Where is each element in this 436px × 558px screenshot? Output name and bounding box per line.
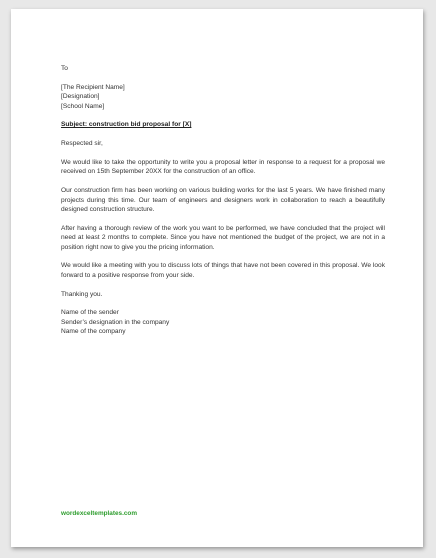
paragraph-3 bbox=[61, 224, 385, 252]
subject-block bbox=[61, 120, 385, 129]
greeting: Respected sir, bbox=[61, 140, 103, 148]
paragraph-text: We would like to take the opportunity to write you a proposal letter in response to a request for a proposal we received on 15th September 20XX for the construction of an office. bbox=[61, 159, 385, 176]
paragraph-text: Our construction firm has been working on various building works for the last 5 years. We have finished many projects during this time. Our team of engineers and designers work in collaboration to reach a beautifully designed construction structure. bbox=[61, 187, 385, 214]
letter-page bbox=[11, 9, 423, 547]
sender-designation: Sender’s designation in the company bbox=[61, 318, 170, 326]
closing: Thanking you. bbox=[61, 290, 103, 298]
paragraph-1 bbox=[61, 158, 385, 177]
watermark-text: wordexceltemplates.com bbox=[61, 510, 138, 517]
recipient-school: [School Name] bbox=[61, 102, 105, 110]
paragraph-text: After having a thorough review of the work you want to be performed, we have concluded that the project will need at least 2 months to complete. Since you have not mentioned the budget of the project, we are not in a position right now to give you the pricing information. bbox=[61, 224, 385, 251]
recipient-address bbox=[61, 83, 385, 111]
paragraph-2 bbox=[61, 186, 385, 214]
sender-company: Name of the company bbox=[61, 328, 126, 336]
paragraph-4 bbox=[61, 261, 385, 280]
letter-body bbox=[61, 64, 385, 337]
greeting-block bbox=[61, 139, 385, 148]
recipient-designation: [Designation] bbox=[61, 93, 100, 101]
paragraph-text: We would like a meeting with you to discuss lots of things that have not been covered in this proposal. We look forward to a positive response from your side. bbox=[61, 262, 385, 279]
sender-signature-block bbox=[61, 308, 385, 336]
subject-line: Subject: construction bid proposal for [X] bbox=[61, 121, 192, 129]
to-label: To bbox=[61, 65, 68, 72]
recipient-name: [The Recipient Name] bbox=[61, 83, 125, 91]
to-line-block bbox=[61, 64, 385, 73]
closing-block bbox=[61, 290, 385, 299]
sender-name: Name of the sender bbox=[61, 309, 119, 317]
